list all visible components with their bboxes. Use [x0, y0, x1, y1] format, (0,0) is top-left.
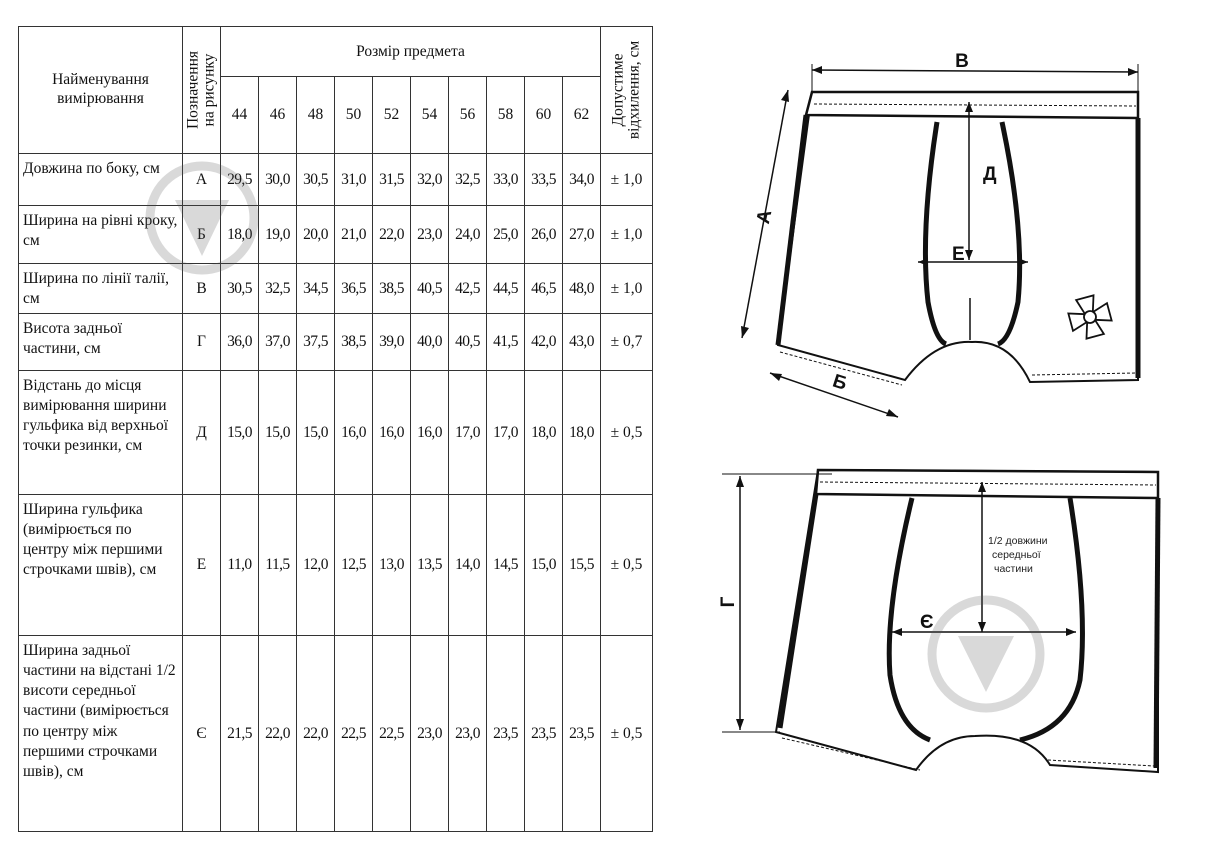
table-row — [19, 636, 653, 832]
size-value-cell: 44,5 — [487, 264, 525, 314]
size-value-cell: 18,0 — [563, 371, 601, 495]
size-value-cell: 37,0 — [259, 314, 297, 371]
size-header-9: 62 — [563, 77, 601, 154]
size-value-cell: 21,5 — [221, 636, 259, 832]
size-value-cell: 27,0 — [563, 206, 601, 264]
size-value-cell: 23,5 — [563, 636, 601, 832]
label-d: Д — [983, 164, 997, 185]
size-value-cell: 23,0 — [449, 636, 487, 832]
measurement-name: Ширина по лінії талії, см — [19, 264, 183, 314]
measurement-symbol: Є — [183, 636, 221, 832]
size-header-5: 54 — [411, 77, 449, 154]
size-value-cell: 31,0 — [335, 154, 373, 206]
size-value-cell: 33,0 — [487, 154, 525, 206]
size-value-cell: 24,0 — [449, 206, 487, 264]
table-row — [19, 154, 653, 206]
tolerance-cell: ± 1,0 — [601, 154, 653, 206]
size-value-cell: 32,5 — [259, 264, 297, 314]
size-value-cell: 39,0 — [373, 314, 411, 371]
table-row — [19, 206, 653, 264]
size-value-cell: 13,5 — [411, 495, 449, 636]
measurement-symbol: Е — [183, 495, 221, 636]
tolerance-cell: ± 0,5 — [601, 495, 653, 636]
size-value-cell: 33,5 — [525, 154, 563, 206]
size-header-1: 46 — [259, 77, 297, 154]
size-value-cell: 14,0 — [449, 495, 487, 636]
size-value-cell: 12,0 — [297, 495, 335, 636]
label-g: Г — [718, 596, 739, 608]
size-header-7: 58 — [487, 77, 525, 154]
size-value-cell: 23,5 — [525, 636, 563, 832]
note-line-2: середньої — [992, 549, 1041, 561]
size-value-cell: 16,0 — [335, 371, 373, 495]
size-value-cell: 38,5 — [335, 314, 373, 371]
size-value-cell: 13,0 — [373, 495, 411, 636]
size-value-cell: 34,5 — [297, 264, 335, 314]
size-value-cell: 15,0 — [259, 371, 297, 495]
size-value-cell: 15,0 — [221, 371, 259, 495]
size-value-cell: 11,0 — [221, 495, 259, 636]
size-value-cell: 15,0 — [525, 495, 563, 636]
size-value-cell: 30,5 — [297, 154, 335, 206]
tolerance-cell: ± 1,0 — [601, 264, 653, 314]
size-spec-table — [18, 26, 653, 832]
size-value-cell: 17,0 — [449, 371, 487, 495]
label-b: В — [955, 51, 969, 72]
measurement-name: Довжина по боку, см — [19, 154, 183, 206]
size-header-3: 50 — [335, 77, 373, 154]
header-sizes-title: Розмір предмета — [221, 27, 601, 77]
measurement-symbol: Г — [183, 314, 221, 371]
size-value-cell: 37,5 — [297, 314, 335, 371]
label-e: Е — [952, 244, 965, 265]
tolerance-cell: ± 0,7 — [601, 314, 653, 371]
label-ye: Є — [920, 612, 934, 633]
size-value-cell: 22,0 — [373, 206, 411, 264]
measurement-symbol: А — [183, 154, 221, 206]
size-value-cell: 34,0 — [563, 154, 601, 206]
size-value-cell: 22,0 — [259, 636, 297, 832]
note-line-1: 1/2 довжини — [988, 535, 1048, 547]
size-value-cell: 23,5 — [487, 636, 525, 832]
size-value-cell: 46,5 — [525, 264, 563, 314]
size-value-cell: 17,0 — [487, 371, 525, 495]
size-value-cell: 48,0 — [563, 264, 601, 314]
size-header-8: 60 — [525, 77, 563, 154]
front-view-drawing — [740, 40, 1180, 440]
measurement-name: Відстань до місця вимірювання ширини гульфика від верхньої точки резинки, см — [19, 371, 183, 495]
size-value-cell: 18,0 — [221, 206, 259, 264]
size-value-cell: 30,5 — [221, 264, 259, 314]
size-value-cell: 36,5 — [335, 264, 373, 314]
size-value-cell: 43,0 — [563, 314, 601, 371]
size-value-cell: 30,0 — [259, 154, 297, 206]
tolerance-cell: ± 0,5 — [601, 371, 653, 495]
size-value-cell: 21,0 — [335, 206, 373, 264]
size-value-cell: 40,5 — [411, 264, 449, 314]
size-header-0: 44 — [221, 77, 259, 154]
table-row — [19, 264, 653, 314]
table-row — [19, 314, 653, 371]
size-value-cell: 32,0 — [411, 154, 449, 206]
size-value-cell: 42,5 — [449, 264, 487, 314]
size-value-cell: 42,0 — [525, 314, 563, 371]
size-value-cell: 14,5 — [487, 495, 525, 636]
size-header-2: 48 — [297, 77, 335, 154]
size-value-cell: 16,0 — [373, 371, 411, 495]
size-value-cell: 11,5 — [259, 495, 297, 636]
size-value-cell: 40,5 — [449, 314, 487, 371]
back-view-drawing — [720, 460, 1180, 800]
note-line-3: частини — [994, 563, 1033, 575]
tolerance-cell: ± 0,5 — [601, 636, 653, 832]
measurement-name: Ширина гульфика (вимірюється по центру між першими строчками швів), см — [19, 495, 183, 636]
size-value-cell: 40,0 — [411, 314, 449, 371]
measurement-symbol: Д — [183, 371, 221, 495]
size-value-cell: 12,5 — [335, 495, 373, 636]
measurement-name: Ширина на рівні кроку, см — [19, 206, 183, 264]
size-value-cell: 32,5 — [449, 154, 487, 206]
size-value-cell: 38,5 — [373, 264, 411, 314]
measurement-symbol: Б — [183, 206, 221, 264]
size-header-4: 52 — [373, 77, 411, 154]
size-value-cell: 23,0 — [411, 636, 449, 832]
size-value-cell: 18,0 — [525, 371, 563, 495]
size-header-6: 56 — [449, 77, 487, 154]
size-value-cell: 41,5 — [487, 314, 525, 371]
size-value-cell: 29,5 — [221, 154, 259, 206]
label-b-crotch: Б — [829, 370, 850, 395]
size-value-cell: 20,0 — [297, 206, 335, 264]
measurement-symbol: В — [183, 264, 221, 314]
size-value-cell: 26,0 — [525, 206, 563, 264]
table-row — [19, 371, 653, 495]
header-symbol: Позначення на рисунку — [183, 27, 221, 154]
size-value-cell: 16,0 — [411, 371, 449, 495]
size-value-cell: 36,0 — [221, 314, 259, 371]
label-a: А — [752, 207, 777, 226]
size-value-cell: 19,0 — [259, 206, 297, 264]
size-value-cell: 25,0 — [487, 206, 525, 264]
size-value-cell: 15,0 — [297, 371, 335, 495]
header-name: Найменування вимірювання — [19, 27, 183, 154]
tolerance-cell: ± 1,0 — [601, 206, 653, 264]
size-value-cell: 15,5 — [563, 495, 601, 636]
size-value-cell: 23,0 — [411, 206, 449, 264]
measurement-name: Ширина задньої частини на відстані 1/2 висоти середньої частини (вимірюється по центру між першими строчками швів), см — [19, 636, 183, 832]
measurement-name: Висота задньої частини, см — [19, 314, 183, 371]
size-value-cell: 22,0 — [297, 636, 335, 832]
size-value-cell: 22,5 — [373, 636, 411, 832]
header-tolerance: Допустиме відхилення, см — [601, 27, 653, 154]
table-row — [19, 495, 653, 636]
size-value-cell: 31,5 — [373, 154, 411, 206]
size-value-cell: 22,5 — [335, 636, 373, 832]
